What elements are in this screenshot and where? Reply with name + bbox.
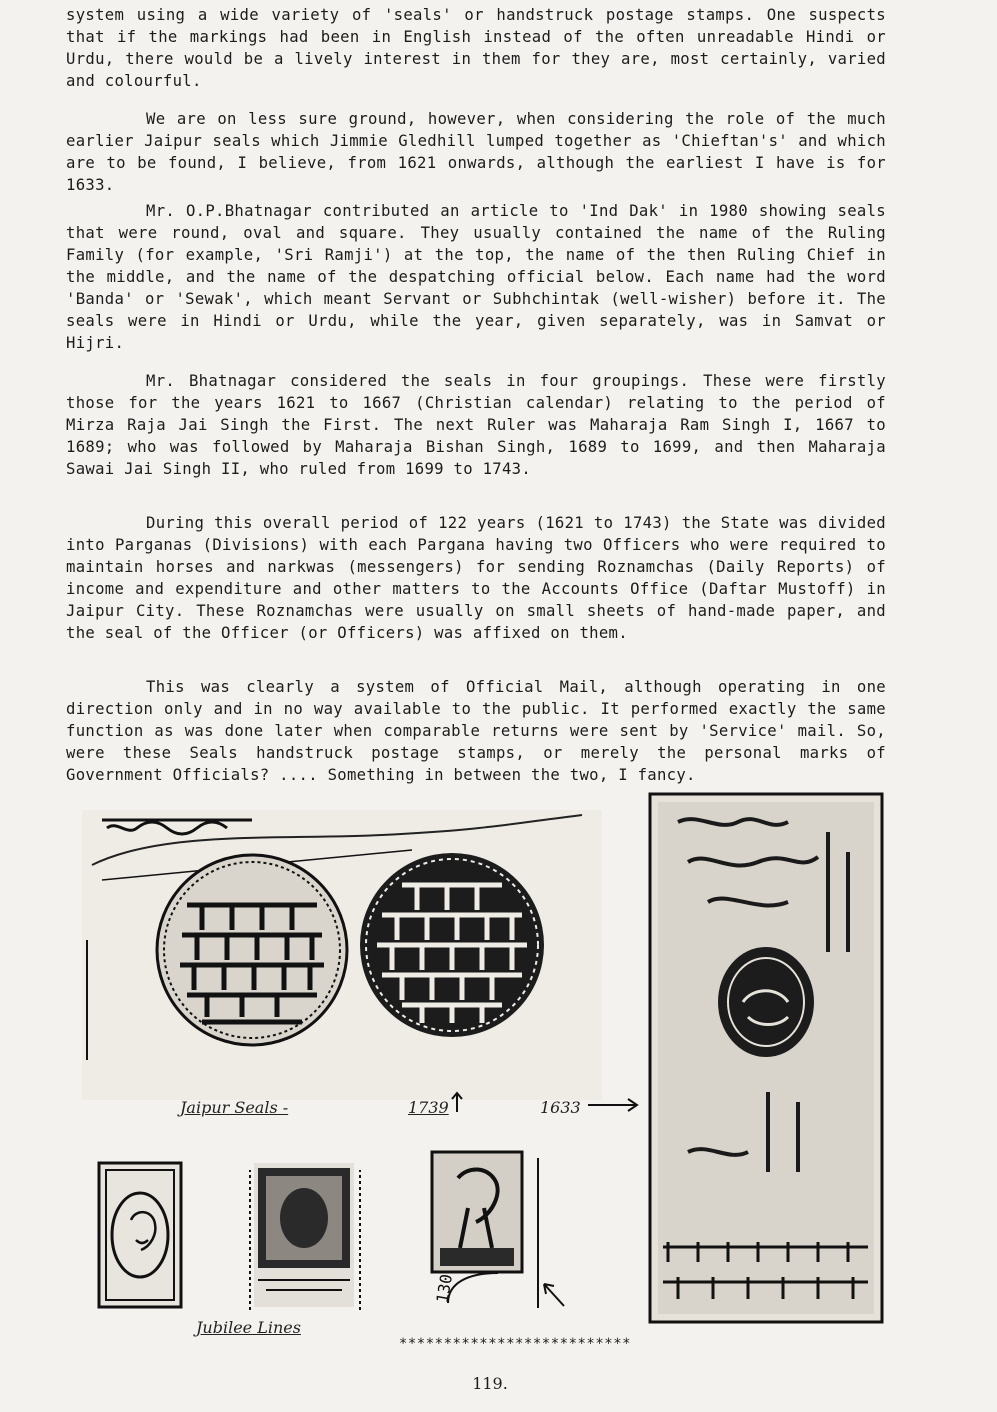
paragraph-2: We are on less sure ground, however, when considering the role of the much earlier Jaipur seals which Jimmie Gledhill lumped together as 'Chieftan's' and which are to be found, I believe, from 1621 onwards, although the earliest I have is for 1633. bbox=[66, 110, 886, 194]
caption-1633: 1633 bbox=[540, 1098, 581, 1117]
jubilee-stamp-3-image bbox=[428, 1148, 568, 1308]
paragraph-5: During this overall period of 122 years (1621 to 1743) the State was divided into Parganas (Divisions) with each Pargana having two Officers who were required to maintain horses and narkwas (messengers) for sending Roznamchas (Daily Reports) of income and expenditure and other matters to the Accounts Office (Daftar Mustoff) in Jaipur City. These Roznamchas were usually on small sheets of hand-made paper, and the seal of the Officer (or Officers) was affixed on them. bbox=[66, 514, 886, 642]
paragraph-6: This was clearly a system of Official Mail, although operating in one direction only and in no way available to the public. It performed exactly the same function as was done later when comparable returns were sent by 'Service' mail. So, were these Seals handstruck postage stamps, or merely the personal marks of Government Officials? .... Something in between the two, I fancy. bbox=[66, 678, 886, 784]
caption-jubilee-lines: Jubilee Lines bbox=[196, 1318, 301, 1337]
section-divider: ************************** bbox=[398, 1336, 632, 1352]
seal-document-1633-image bbox=[648, 792, 884, 1324]
right-arrow-icon bbox=[586, 1095, 642, 1115]
caption-jaipur-seals: Jaipur Seals - bbox=[180, 1098, 289, 1117]
jaipur-seals-image bbox=[82, 810, 602, 1100]
paragraph-3: Mr. O.P.Bhatnagar contributed an article to 'Ind Dak' in 1980 showing seals that were round, oval and square. They usually contained the name of the Ruling Family (for example, 'Sri Ramji') at the top, the name of the then Ruling Chief in the middle, and the name of the despatching official below. Each name had the word 'Banda' or 'Sewak', which meant Servant or Subhchintak (well-wisher) before it. The seals were in Hindi or Urdu, while the year, given separately, was in Samvat or Hijri. bbox=[66, 202, 886, 352]
paragraph-1: system using a wide variety of 'seals' or handstruck postage stamps. One suspects that if the markings had been in English instead of the often unreadable Hindi or Urdu, there would be a lively interest in them for they are, most certainly, varied and colourful. bbox=[66, 6, 886, 90]
paragraph-4: Mr. Bhatnagar considered the seals in four groupings. These were firstly those for the years 1621 to 1667 (Christian calendar) relating to the period of Mirza Raja Jai Singh the First. The next Ruler was Maharaja Ram Singh I, 1667 to 1689; who was followed by Maharaja Bishan Singh, 1689 to 1699, and then Maharaja Sawai Jai Singh II, who ruled from 1699 to 1743. bbox=[66, 372, 886, 478]
up-arrow-icon bbox=[449, 1090, 465, 1114]
caption-1739: 1739 bbox=[408, 1098, 449, 1117]
jubilee-stamp-1-image bbox=[96, 1160, 184, 1310]
postmark-text: 130 bbox=[432, 1272, 457, 1305]
jubilee-stamp-2-image bbox=[246, 1160, 366, 1310]
page-number: 119. bbox=[472, 1374, 508, 1393]
